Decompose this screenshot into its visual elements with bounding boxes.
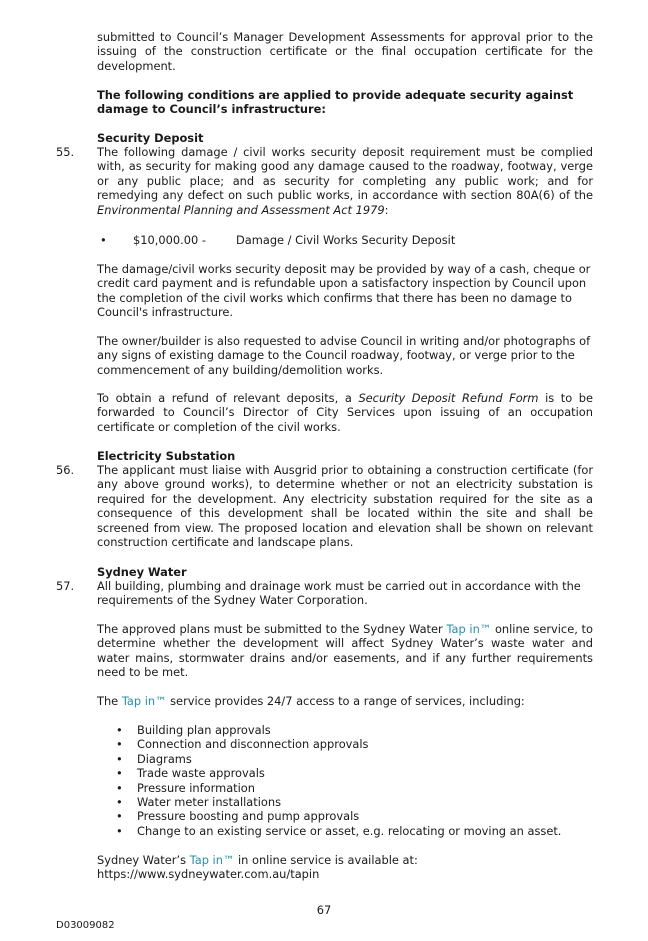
sydney-water-paragraph-4: Sydney Water’s Tap in™ in online service is available at: https://www.sydneywater.com.au/tapin [97,853,418,882]
page-number: 67 [316,903,332,917]
conditions-heading: The following conditions are applied to provide adequate security against damage to Council’s infrastructure: [97,88,574,117]
act-name: Environmental Planning and Assessment Act 1979 [97,202,385,217]
list-item: • Diagrams [113,752,593,766]
sydney-water-paragraph-1: All building, plumbing and drainage work must be carried out in accordance with the requirements of the Sydney Water Corporation. [97,579,581,608]
list-item: • Water meter installations [113,795,593,809]
list-item: • Pressure information [113,781,593,795]
deposit-bullet: • [100,233,107,247]
section-heading-security-deposit: Security Deposit [97,131,204,145]
sydney-water-paragraph-2: The approved plans must be submitted to the Sydney Water Tap in™ online service, to determine whether the development will affect Sydney Water’s waste water and water mains, stormwater drains and/or easements, and if any further requirements need to be met. [97,622,593,680]
tap-in-link[interactable]: Tap in™ [189,853,235,867]
condition-number-55: 55. [56,145,75,159]
sydney-water-paragraph-3: The Tap in™ service provides 24/7 access to a range of services, including: [97,694,525,708]
security-deposit-paragraph-2: The damage/civil works security deposit may be provided by way of a cash, cheque or credit card payment and is refundable upon a satisfactory inspection by Council upon the completion of the civil works which confirms that there has been no damage to Council's infrastructure. [97,262,591,320]
security-deposit-paragraph-1: The following damage / civil works security deposit requirement must be complied with, as security for making good any damage caused to the roadway, footway, verge or any public place; and as security for completing any public work; and for remedying any defect on such public works, in accordance with section 80A(6) of the Environmental Planning and Assessment Act 1979: [97,145,593,217]
refund-form-name: Security Deposit Refund Form [358,391,539,405]
list-item: • Pressure boosting and pump approvals [113,809,593,823]
security-deposit-paragraph-4: To obtain a refund of relevant deposits, a Security Deposit Refund Form is to be forwarded to Council’s Director of City Services upon issuing of an occupation certificate or completion of the civil works. [97,391,594,434]
condition-number-57: 57. [56,579,75,593]
tap-in-url[interactable]: https://www.sydneywater.com.au/tapin [97,867,320,882]
list-item: • Trade waste approvals [113,766,593,780]
document-id: D03009082 [56,920,115,931]
services-list [113,723,593,838]
section-heading-electricity-substation: Electricity Substation [97,449,236,463]
list-item: • Connection and disconnection approvals [113,737,593,751]
condition-number-56: 56. [56,463,75,477]
electricity-substation-paragraph: The applicant must liaise with Ausgrid prior to obtaining a construction certificate (for any above ground works), to determine whether or not an electricity substation is required for the development. Any electricity substation required for the site as a consequence of this development shall be located within the site and shall be screened from view. The proposed location and elevation shall be shown on relevant construction certificate and landscape plans. [97,463,593,550]
list-item: • Building plan approvals [113,723,593,737]
deposit-label: Damage / Civil Works Security Deposit [236,233,456,247]
deposit-amount: $10,000.00 - [133,233,206,247]
intro-paragraph: submitted to Council’s Manager Development Assessments for approval prior to the issuing of the construction certificate or the final occupation certificate for the development. [97,30,593,73]
security-deposit-paragraph-3: The owner/builder is also requested to advise Council in writing and/or photographs of any signs of existing damage to the Council roadway, footway, or verge prior to the commencement of any building/demolition works. [97,334,591,377]
tap-in-link[interactable]: Tap in™ [446,622,492,636]
section-heading-sydney-water: Sydney Water [97,565,187,579]
list-item: • Change to an existing service or asset, e.g. relocating or moving an asset. [113,824,593,838]
tap-in-link[interactable]: Tap in™ [121,694,167,708]
